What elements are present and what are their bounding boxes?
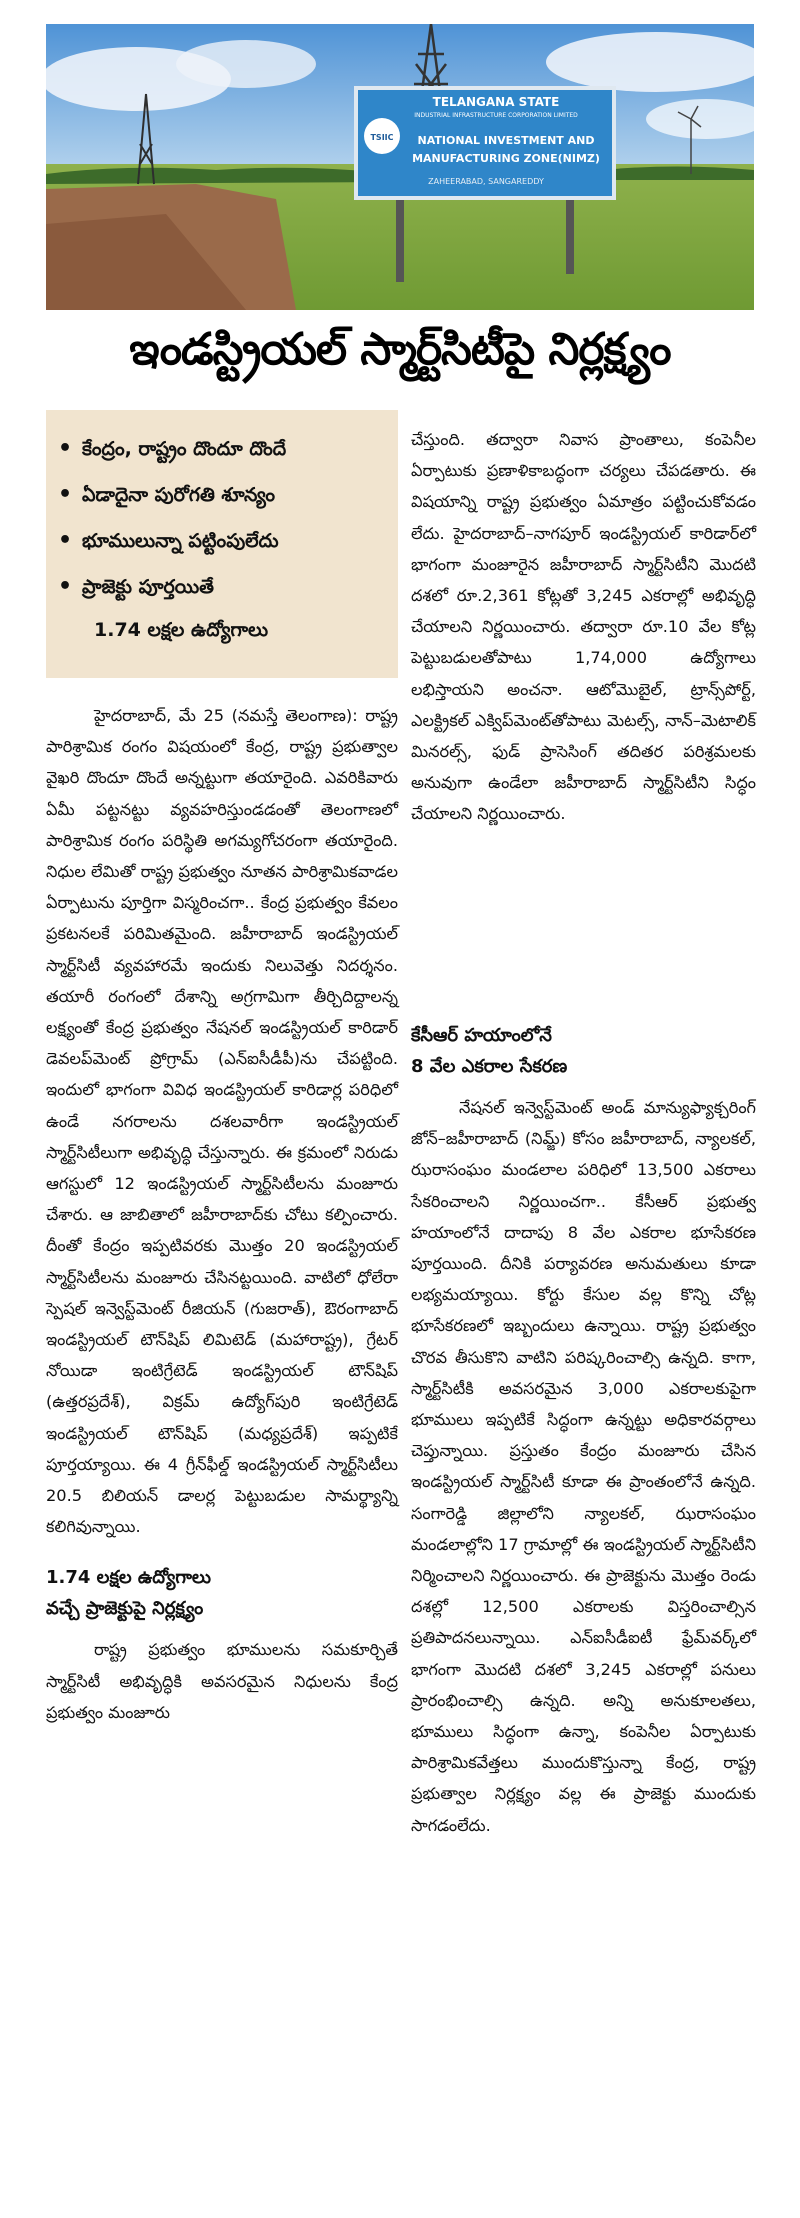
article-paragraph: నేషనల్ ఇన్వెస్ట్‌మెంట్ అండ్ మాన్యుఫ్యాక్చరింగ్ జోన్–జహీరాబాద్ (నిమ్జ్) కోసం జహీరాబాద్, న్యాలకల్, ఝరాసంఘం మండలాల పరిధిలో 13,500 ఎకరాలు సేకరించాలని నిర్ణయించగా.. కేసీఆర్ ప్రభుత్వ హయాంలోనే దాదాపు 8 వేల ఎకరాల భూసేకరణ పూర్తయింది. దీనికి పర్యావరణ అనుమతులు కూడా లభ్యమయ్యాయి. కోర్టు కేసుల వల్ల కొన్ని చోట్ల భూసేకరణలో ఇబ్బందులు ఉన్నాయి. రాష్ట్ర ప్రభుత్వం చొరవ తీసుకొని వాటిని పరిష్కరించాల్సి ఉన్నది. కాగా, స్మార్ట్‌సిటీకి అవసరమైన 3,000 ఎకరాలకుపైగా భూములు ఇప్పటికే సిద్ధంగా ఉన్నట్టు అధికారవర్గాలు చెప్తున్నాయి. ప్రస్తుతం కేంద్రం మంజూరు చేసిన ఇండస్ట్రియల్ స్మార్ట్‌సిటీ కూడా ఈ ప్రాంతంలోనే ఉన్నది. సంగారెడ్డి జిల్లాలోని న్యాలకల్, ఝరాసంఘం మండలాల్లోని 17 గ్రామాల్లో ఈ ఇండస్ట్రియల్ స్మార్ట్‌సిటీని నిర్మించాలని నిర్ణయించారు. ఈ ప్రాజెక్టును మొత్తం రెండు దశల్లో 12,500 ఎకరాలకు విస్తరించాల్సిన ప్రతిపాదనలున్నాయి. ఎన్‌ఐసీడీఐటీ ఫ్రేమ్‌వర్క్‌లో భాగంగా మొదటి దశలో 3,245 ఎకరాల్లో పనులు ప్రారంభించాల్సి ఉన్నది. అన్ని అనుకూలతలు, భూములు సిద్ధంగా ఉన్నా, కంపెనీల ఏర్పాటుకు పారిశ్రామికవేత్తలు ముందుకొస్తున్నా కేంద్ర, రాష్ట్ర ప్రభుత్వాల నిర్లక్ష్యం వల్ల ఈ ప్రాజెక్టు ముందుకు సాగడంలేదు. <box>411 1098 756 1835</box>
bullet-icon: • <box>58 482 73 507</box>
sign-line1: TELANGANA STATE <box>432 95 560 109</box>
subheading: 1.74 లక్షల ఉద్యోగాలు <box>46 1567 211 1589</box>
article-paragraph: రాష్ట్ర ప్రభుత్వం భూములను సమకూర్చితే స్మార్ట్‌సిటీ అభివృద్ధికి అవసరమైన నిధులను కేంద్ర ప్రభుత్వం మంజూరు <box>46 1640 398 1722</box>
highlight-item <box>58 518 388 564</box>
sign-logo: TSIIC <box>370 133 394 142</box>
subheading: కేసీఆర్ హయాంలోనే <box>411 1025 552 1046</box>
sign-line5: ZAHEERABAD, SANGAREDDY <box>428 177 544 186</box>
highlight-item <box>58 472 388 518</box>
article-column-right-lower <box>411 1020 756 1841</box>
article-paragraph: చేస్తుంది. తద్వారా నివాస ప్రాంతాలు, కంపెనీల ఏర్పాటుకు ప్రణాళికాబద్ధంగా చర్యలు చేపడతారు. ఈ విషయాన్ని రాష్ట్ర ప్రభుత్వం ఏమాత్రం పట్టించుకోవడం లేదు. హైదరాబాద్–నాగపూర్ ఇండస్ట్రియల్ కారిడార్‌లో భాగంగా మంజూరైన జహీరాబాద్ స్మార్ట్‌సిటీని మొదటి దశలో రూ.2,361 కోట్లతో 3,245 ఎకరాల్లో అభివృద్ధి చేయాలని నిర్ణయించారు. తద్వారా రూ.10 వేల కోట్ల పెట్టుబడులతోపాటు 1,74,000 ఉద్యోగాలు లభిస్తాయని అంచనా. ఆటోమొబైల్, ట్రాన్స్‌పోర్ట్, ఎలక్ట్రికల్ ఎక్విప్‌మెంట్‌తోపాటు మెటల్స్, నాన్–మెటాలిక్ మినరల్స్, ఫుడ్ ప్రాసెసింగ్ తదితర పరిశ్రమలకు అనువుగా ఉండేలా జహీరాబాద్ స్మార్ట్‌సిటీని సిద్ధం చేయాలని నిర్ణయించారు. <box>411 430 756 824</box>
subheading: వచ్చే ప్రాజెక్టుపై నిర్లక్ష్యం <box>46 1598 204 1620</box>
article-paragraph: హైదరాబాద్, మే 25 (నమస్తే తెలంగాణ): రాష్ట్ర పారిశ్రామిక రంగం విషయంలో కేంద్ర, రాష్ట్ర ప్రభుత్వాల వైఖరి దొందూ దొందే అన్నట్టుగా తయారైంది. ఎవరికివారు ఏమీ పట్టనట్టు వ్యవహరిస్తుండడంతో తెలంగాణలో పారిశ్రామిక రంగం పరిస్థితి అగమ్యగోచరంగా తయారైంది. నిధుల లేమితో రాష్ట్ర ప్రభుత్వం నూతన పారిశ్రామికవాడల ఏర్పాటును పూర్తిగా విస్మరించగా.. కేంద్ర ప్రభుత్వం కేవలం ప్రకటనలకే పరిమితమైంది. జహీరాబాద్ ఇండస్ట్రియల్ స్మార్ట్‌సిటీ వ్యవహారమే ఇందుకు నిలువెత్తు నిదర్శనం. తయారీ రంగంలో దేశాన్ని అగ్రగామిగా తీర్చిదిద్దాలన్న లక్ష్యంతో కేంద్ర ప్రభుత్వం నేషనల్ ఇండస్ట్రియల్ కారిడార్ డెవలప్‌మెంట్ ప్రోగ్రామ్ (ఎన్‌ఐసీడీపీ)ను చేపట్టింది. ఇందులో భాగంగా వివిధ ఇండస్ట్రియల్ కారిడార్ల పరిధిలో ఉండే నగరాలను దశలవారీగా ఇండస్ట్రియల్ స్మార్ట్‌సిటీలుగా అభివృద్ధి చేస్తున్నారు. ఈ క్రమంలో నిరుడు ఆగస్టులో 12 ఇండస్ట్రియల్ స్మార్ట్‌సిటీలను మంజూరు చేశారు. ఆ జాబితాలో జహీరాబాద్‌కు చోటు కల్పించారు. దీంతో కేంద్రం ఇప్పటివరకు మొత్తం 20 ఇండస్ట్రియల్ స్మార్ట్‌సిటీలను మంజూరు చేసినట్టయింది. వాటిలో ధోలేరా స్పెషల్ ఇన్వెస్ట్‌మెంట్ రీజియన్ (గుజరాత్), ఔరంగాబాద్ ఇండస్ట్రియల్ టౌన్‌షిప్ లిమిటెడ్ (మహారాష్ట్ర), గ్రేటర్ నోయిడా ఇంటిగ్రేటెడ్ ఇండస్ట్రియల్ టౌన్‌షిప్ (ఉత్తరప్రదేశ్), విక్రమ్ ఉద్యోగ్‌పురి ఇంటిగ్రేటెడ్ ఇండస్ట్రియల్ టౌన్‌షిప్ (మధ్యప్రదేశ్) ఇప్పటికే పూర్తయ్యాయి. ఈ 4 గ్రీన్‌ఫీల్డ్ ఇండస్ట్రియల్ స్మార్ట్‌సిటీలు 20.5 బిలియన్ డాలర్ల పెట్టుబడుల సామర్థ్యాన్ని కలిగివున్నాయి. <box>46 706 398 1537</box>
article-column-left <box>46 700 398 1728</box>
bullet-icon: • <box>58 574 73 599</box>
highlight-text-continued: 1.74 లక్షల ఉద్యోగాలు <box>94 619 269 641</box>
article-column-right <box>411 424 756 830</box>
highlight-text: ప్రాజెక్టు పూర్తయితే <box>82 576 214 598</box>
nimz-signboard-photo <box>46 24 754 310</box>
subheading: 8 వేల ఎకరాల సేకరణ <box>411 1056 568 1077</box>
sign-line3: NATIONAL INVESTMENT AND <box>417 134 595 147</box>
sign-line2: INDUSTRIAL INFRASTRUCTURE CORPORATION LIMITED <box>414 112 578 119</box>
article-photo <box>46 24 754 310</box>
highlights-box <box>46 410 398 678</box>
highlight-text: కేంద్రం, రాష్ట్రం దొందూ దొందే <box>82 438 287 460</box>
headline: ఇండస్ట్రియల్ స్మార్ట్‌సిటీపై నిర్లక్ష్యం <box>129 324 671 375</box>
sign-line4: MANUFACTURING ZONE(NIMZ) <box>412 152 600 165</box>
bullet-icon: • <box>58 528 73 553</box>
highlight-text: భూములున్నా పట్టింపులేదు <box>82 530 279 552</box>
highlight-item <box>58 426 388 472</box>
highlight-item <box>58 564 388 610</box>
highlight-text: ఏడాదైనా పురోగతి శూన్యం <box>82 484 276 506</box>
bullet-icon: • <box>58 436 73 461</box>
